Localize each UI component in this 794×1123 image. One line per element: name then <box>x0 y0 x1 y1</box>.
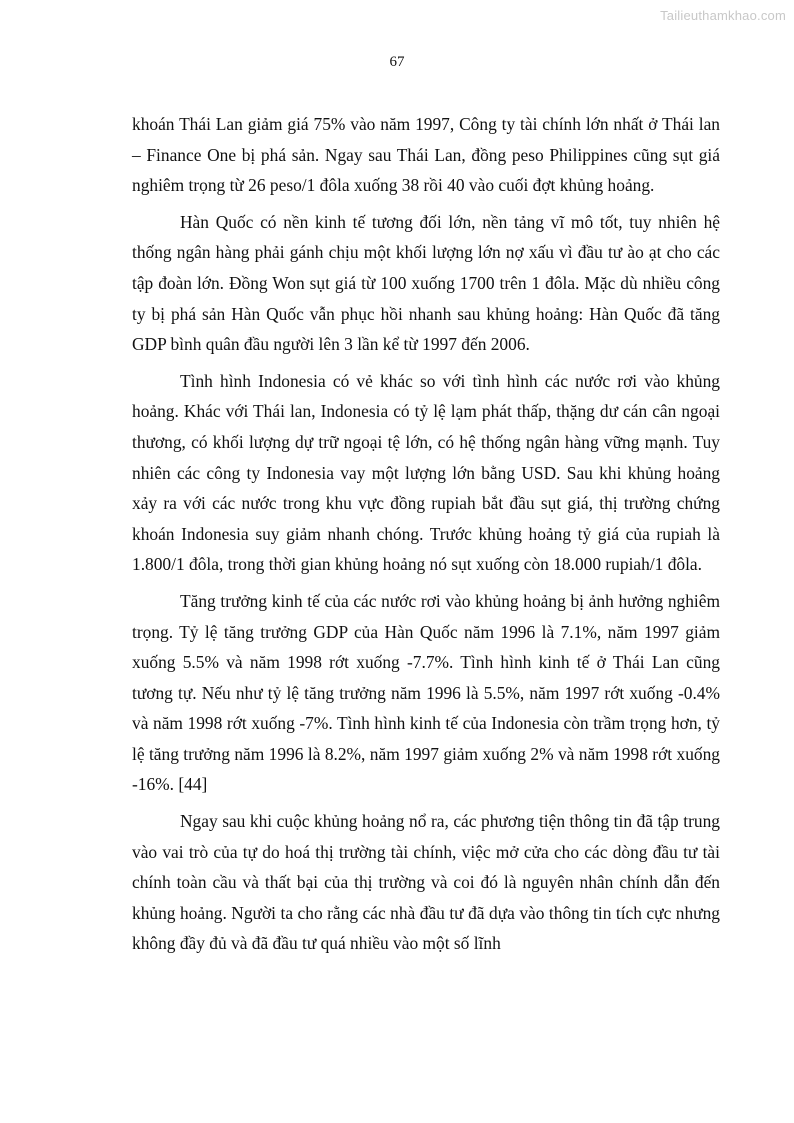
paragraph-growth: Tăng trưởng kinh tế của các nước rơi vào khủng hoảng bị ảnh hưởng nghiêm trọng. Tỷ lệ tăng trưởng GDP của Hàn Quốc năm 1996 là 7.1%, năm 1997 giảm xuống 5.5% và năm 1998 rớt xuống -7.7%. Tình hình kinh tế ở Thái Lan cũng tương tự. Nếu như tỷ lệ tăng trưởng năm 1996 là 5.5%, năm 1997 rớt xuống -0.4% và năm 1998 rớt xuống -7%. Tình hình kinh tế của Indonesia còn trầm trọng hơn, tỷ lệ tăng trưởng năm 1996 là 8.2%, năm 1997 giảm xuống 2% và năm 1998 rớt xuống -16%. [44] <box>132 590 720 795</box>
paragraph-media: Ngay sau khi cuộc khủng hoảng nổ ra, các phương tiện thông tin đã tập trung vào vai trò của tự do hoá thị trường tài chính, việc mở cửa cho các dòng đầu tư tài chính toàn cầu và thất bại của thị trường và coi đó là nguyên nhân chính dẫn đến khủng hoảng. Người ta cho rằng các nhà đầu tư đã dựa vào thông tin tích cực nhưng không đầy đủ và đã đầu tư quá nhiều vào một số lĩnh <box>132 811 720 954</box>
watermark: Tailieuthamkhao.com <box>660 8 786 23</box>
paragraph-korea: Hàn Quốc có nền kinh tế tương đối lớn, nền tảng vĩ mô tốt, tuy nhiên hệ thống ngân hàng phải gánh chịu một khối lượng lớn nợ xấu vì đầu tư ào ạt cho các tập đoàn lớn. Đồng Won sụt giá từ 100 xuống 1700 trên 1 đôla. Mặc dù nhiều công ty bị phá sản Hàn Quốc vẫn phục hồi nhanh sau khủng hoảng: Hàn Quốc đã tăng GDP bình quân đầu người lên 3 lần kể từ 1997 đến 2006. <box>132 211 720 355</box>
paragraph-continuation: khoán Thái Lan giảm giá 75% vào năm 1997, Công ty tài chính lớn nhất ở Thái lan – Finance One bị phá sản. Ngay sau Thái Lan, đồng peso Philippines cũng sụt giá nghiêm trọng từ 26 peso/1 đôla xuống 38 rồi 40 vào cuối đợt khủng hoảng. <box>132 114 720 196</box>
document-body <box>132 109 720 965</box>
paragraph-indonesia: Tình hình Indonesia có vẻ khác so với tình hình các nước rơi vào khủng hoảng. Khác với Thái lan, Indonesia có tỷ lệ lạm phát thấp, thặng dư cán cân ngoại thương, có khối lượng dự trữ ngoại tệ lớn, có hệ thống ngân hàng vững mạnh. Tuy nhiên các công ty Indonesia vay một lượng lớn bằng USD. Sau khi khủng hoảng xảy ra với các nước trong khu vực đồng rupiah bắt đầu sụt giá, thị trường chứng khoán Indonesia suy giảm nhanh chóng. Trước khủng hoảng tỷ giá của rupiah là 1.800/1 đôla, trong thời gian khủng hoảng nó sụt xuống còn 18.000 rupiah/1 đôla. <box>132 370 720 575</box>
page-number: 67 <box>389 54 405 70</box>
